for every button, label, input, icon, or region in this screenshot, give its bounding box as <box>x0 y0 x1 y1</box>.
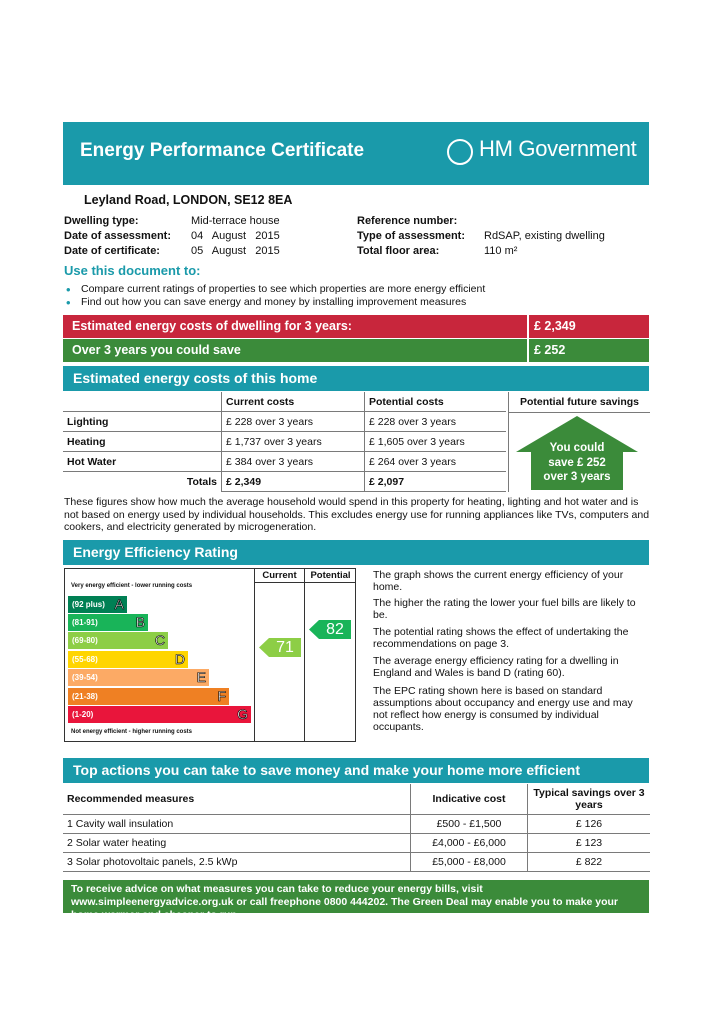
savings-line: You could <box>549 442 605 454</box>
table-header: Indicative cost <box>411 784 528 815</box>
measure-cost: £4,000 - £6,000 <box>411 834 528 853</box>
dwelling-type-value: Mid-terrace house <box>191 215 280 227</box>
reference-number-label: Reference number: <box>357 215 458 227</box>
band-range: (55-68) <box>72 655 98 664</box>
certificate-date-label: Date of certificate: <box>64 245 160 257</box>
measure-saving: £ 822 <box>528 853 651 872</box>
measure-cost: £5,000 - £8,000 <box>411 853 528 872</box>
estimated-cost-label: Estimated energy costs of dwelling for 3 years: <box>72 319 352 333</box>
current-column-header: Current <box>262 570 297 581</box>
savings-line: save £ 252 <box>548 456 606 469</box>
measure-name: 3 Solar photovoltaic panels, 2.5 kWp <box>63 853 411 872</box>
band-range: (39-54) <box>72 673 98 682</box>
current-cost: £ 228 over 3 years <box>222 412 365 432</box>
scale-top-label: Very energy efficient - lower running costs <box>71 583 193 589</box>
certificate-header <box>63 122 649 185</box>
scale-bottom-label: Not energy efficient - higher running costs <box>71 729 193 735</box>
bullet-icon: • <box>66 282 71 297</box>
assessment-date-label: Date of assessment: <box>64 230 171 242</box>
saving-value: £ 252 <box>527 339 649 362</box>
potential-cost: £ 1,605 over 3 years <box>365 432 507 452</box>
band-range: (81-91) <box>72 618 98 627</box>
band-a <box>68 596 127 613</box>
band-g <box>68 706 251 723</box>
assessment-type-label: Type of assessment: <box>357 230 466 242</box>
saving-bar <box>63 339 649 362</box>
band-range: (69-80) <box>72 636 98 645</box>
cost-item: Hot Water <box>63 452 222 472</box>
property-address: Leyland Road, LONDON, SE12 8EA <box>84 193 293 207</box>
current-cost: £ 384 over 3 years <box>222 452 365 472</box>
estimated-cost-value: £ 2,349 <box>527 315 649 338</box>
rating-explanation: The EPC rating shown here is based on standard assumptions about occupancy and energy use and may not reflect how energy is consumed by individual occupants. <box>373 685 633 733</box>
certificate-date-value: 05 August 2015 <box>191 245 280 257</box>
divider <box>508 413 509 492</box>
potential-column-header: Potential <box>310 570 351 581</box>
measure-saving: £ 123 <box>528 834 651 853</box>
current-cost: £ 1,737 over 3 years <box>222 432 365 452</box>
band-letter: B <box>135 614 145 630</box>
bullet-icon: • <box>66 295 71 310</box>
rating-section-header <box>63 540 649 565</box>
measure-saving: £ 126 <box>528 815 651 834</box>
band-letter: G <box>237 706 248 722</box>
floor-area-value: 110 m² <box>484 245 518 257</box>
potential-cost: £ 228 over 3 years <box>365 412 507 432</box>
current-rating-value: 71 <box>276 639 294 656</box>
band-range: (92 plus) <box>72 600 105 609</box>
band-letter: F <box>217 688 226 704</box>
potential-cost: £ 264 over 3 years <box>365 452 507 472</box>
future-savings-header: Potential future savings <box>508 392 650 413</box>
table-header: Current costs <box>222 392 365 412</box>
band-letter: E <box>196 669 206 685</box>
saving-label: Over 3 years you could save <box>72 343 241 357</box>
table-row <box>63 853 650 872</box>
costs-table <box>63 392 506 492</box>
divider <box>254 568 255 742</box>
costs-note: These figures show how much the average household would spend in this property for heating, lighting and hot water and is not based on energy used by individual households. This excludes energy use for running appliances like TVs, computers and cookers, and electricity generated by microgeneration. <box>64 496 650 534</box>
savings-callout <box>531 441 623 485</box>
rating-explanation: The graph shows the current energy efficiency of your home. <box>373 569 624 593</box>
totals-label: Totals <box>186 475 217 488</box>
use-bullet-text: Find out how you can save energy and money by installing improvement measures <box>81 296 467 308</box>
band-e <box>68 669 209 686</box>
actions-section-title: Top actions you can take to save money and make your home more efficient <box>73 762 580 778</box>
measure-name: 2 Solar water heating <box>63 834 411 853</box>
table-header <box>63 392 222 412</box>
rating-section-title: Energy Efficiency Rating <box>73 544 238 560</box>
costs-section-title: Estimated energy costs of this home <box>73 370 318 386</box>
band-range: (21-38) <box>72 692 98 701</box>
band-c <box>68 632 168 649</box>
actions-table <box>63 784 650 872</box>
rating-explanation: The higher the rating the lower your fuel bills are likely to be. <box>373 597 636 621</box>
cost-item: Lighting <box>63 412 222 432</box>
dwelling-type-label: Dwelling type: <box>64 215 139 227</box>
band-f <box>68 688 229 705</box>
rating-explanation: The average energy efficiency rating for a dwelling in England and Wales is band D (rating 60). <box>373 655 619 679</box>
assessment-type-value: RdSAP, existing dwelling <box>484 230 605 242</box>
use-title: Use this document to: <box>64 263 201 278</box>
actions-section-header <box>63 758 649 783</box>
band-b <box>68 614 148 631</box>
measure-name: 1 Cavity wall insulation <box>63 815 411 834</box>
total-potential: £ 2,097 <box>365 472 507 492</box>
table-header: Potential costs <box>365 392 507 412</box>
potential-rating-value: 82 <box>326 621 344 638</box>
band-letter: A <box>114 596 124 612</box>
band-d <box>68 651 188 668</box>
royal-crest-icon <box>447 139 473 165</box>
table-header-row <box>63 392 506 412</box>
total-current: £ 2,349 <box>222 472 365 492</box>
costs-section-header <box>63 366 649 391</box>
band-letter: D <box>174 651 185 667</box>
table-row <box>63 412 506 432</box>
use-bullet-text: Compare current ratings of properties to see which properties are more energy efficient <box>81 283 486 295</box>
table-row <box>63 452 506 472</box>
table-row <box>63 815 650 834</box>
page-title: Energy Performance Certificate <box>80 140 365 161</box>
rating-explanation: The potential rating shows the effect of undertaking the recommendations on page 3. <box>373 626 629 650</box>
savings-line: over 3 years <box>543 471 611 483</box>
divider <box>304 568 305 742</box>
table-header: Recommended measures <box>63 784 411 815</box>
estimated-cost-bar <box>63 315 649 338</box>
cost-item: Heating <box>63 432 222 452</box>
assessment-date-value: 04 August 2015 <box>191 230 280 242</box>
table-row <box>63 834 650 853</box>
advice-footer: To receive advice on what measures you can take to reduce your energy bills, visit www.simpleenergyadvice.org.uk or call freephone 0800 444202. The Green Deal may enable you to make your home warmer and cheaper to run. <box>63 880 649 913</box>
hm-government-logo: HM Government <box>479 136 637 161</box>
table-row <box>63 432 506 452</box>
band-letter: C <box>154 632 165 648</box>
totals-row <box>63 472 506 492</box>
table-header-row <box>63 784 650 815</box>
measure-cost: £500 - £1,500 <box>411 815 528 834</box>
floor-area-label: Total floor area: <box>357 245 440 257</box>
band-range: (1-20) <box>72 710 94 719</box>
table-header: Typical savings over 3 years <box>528 784 651 815</box>
